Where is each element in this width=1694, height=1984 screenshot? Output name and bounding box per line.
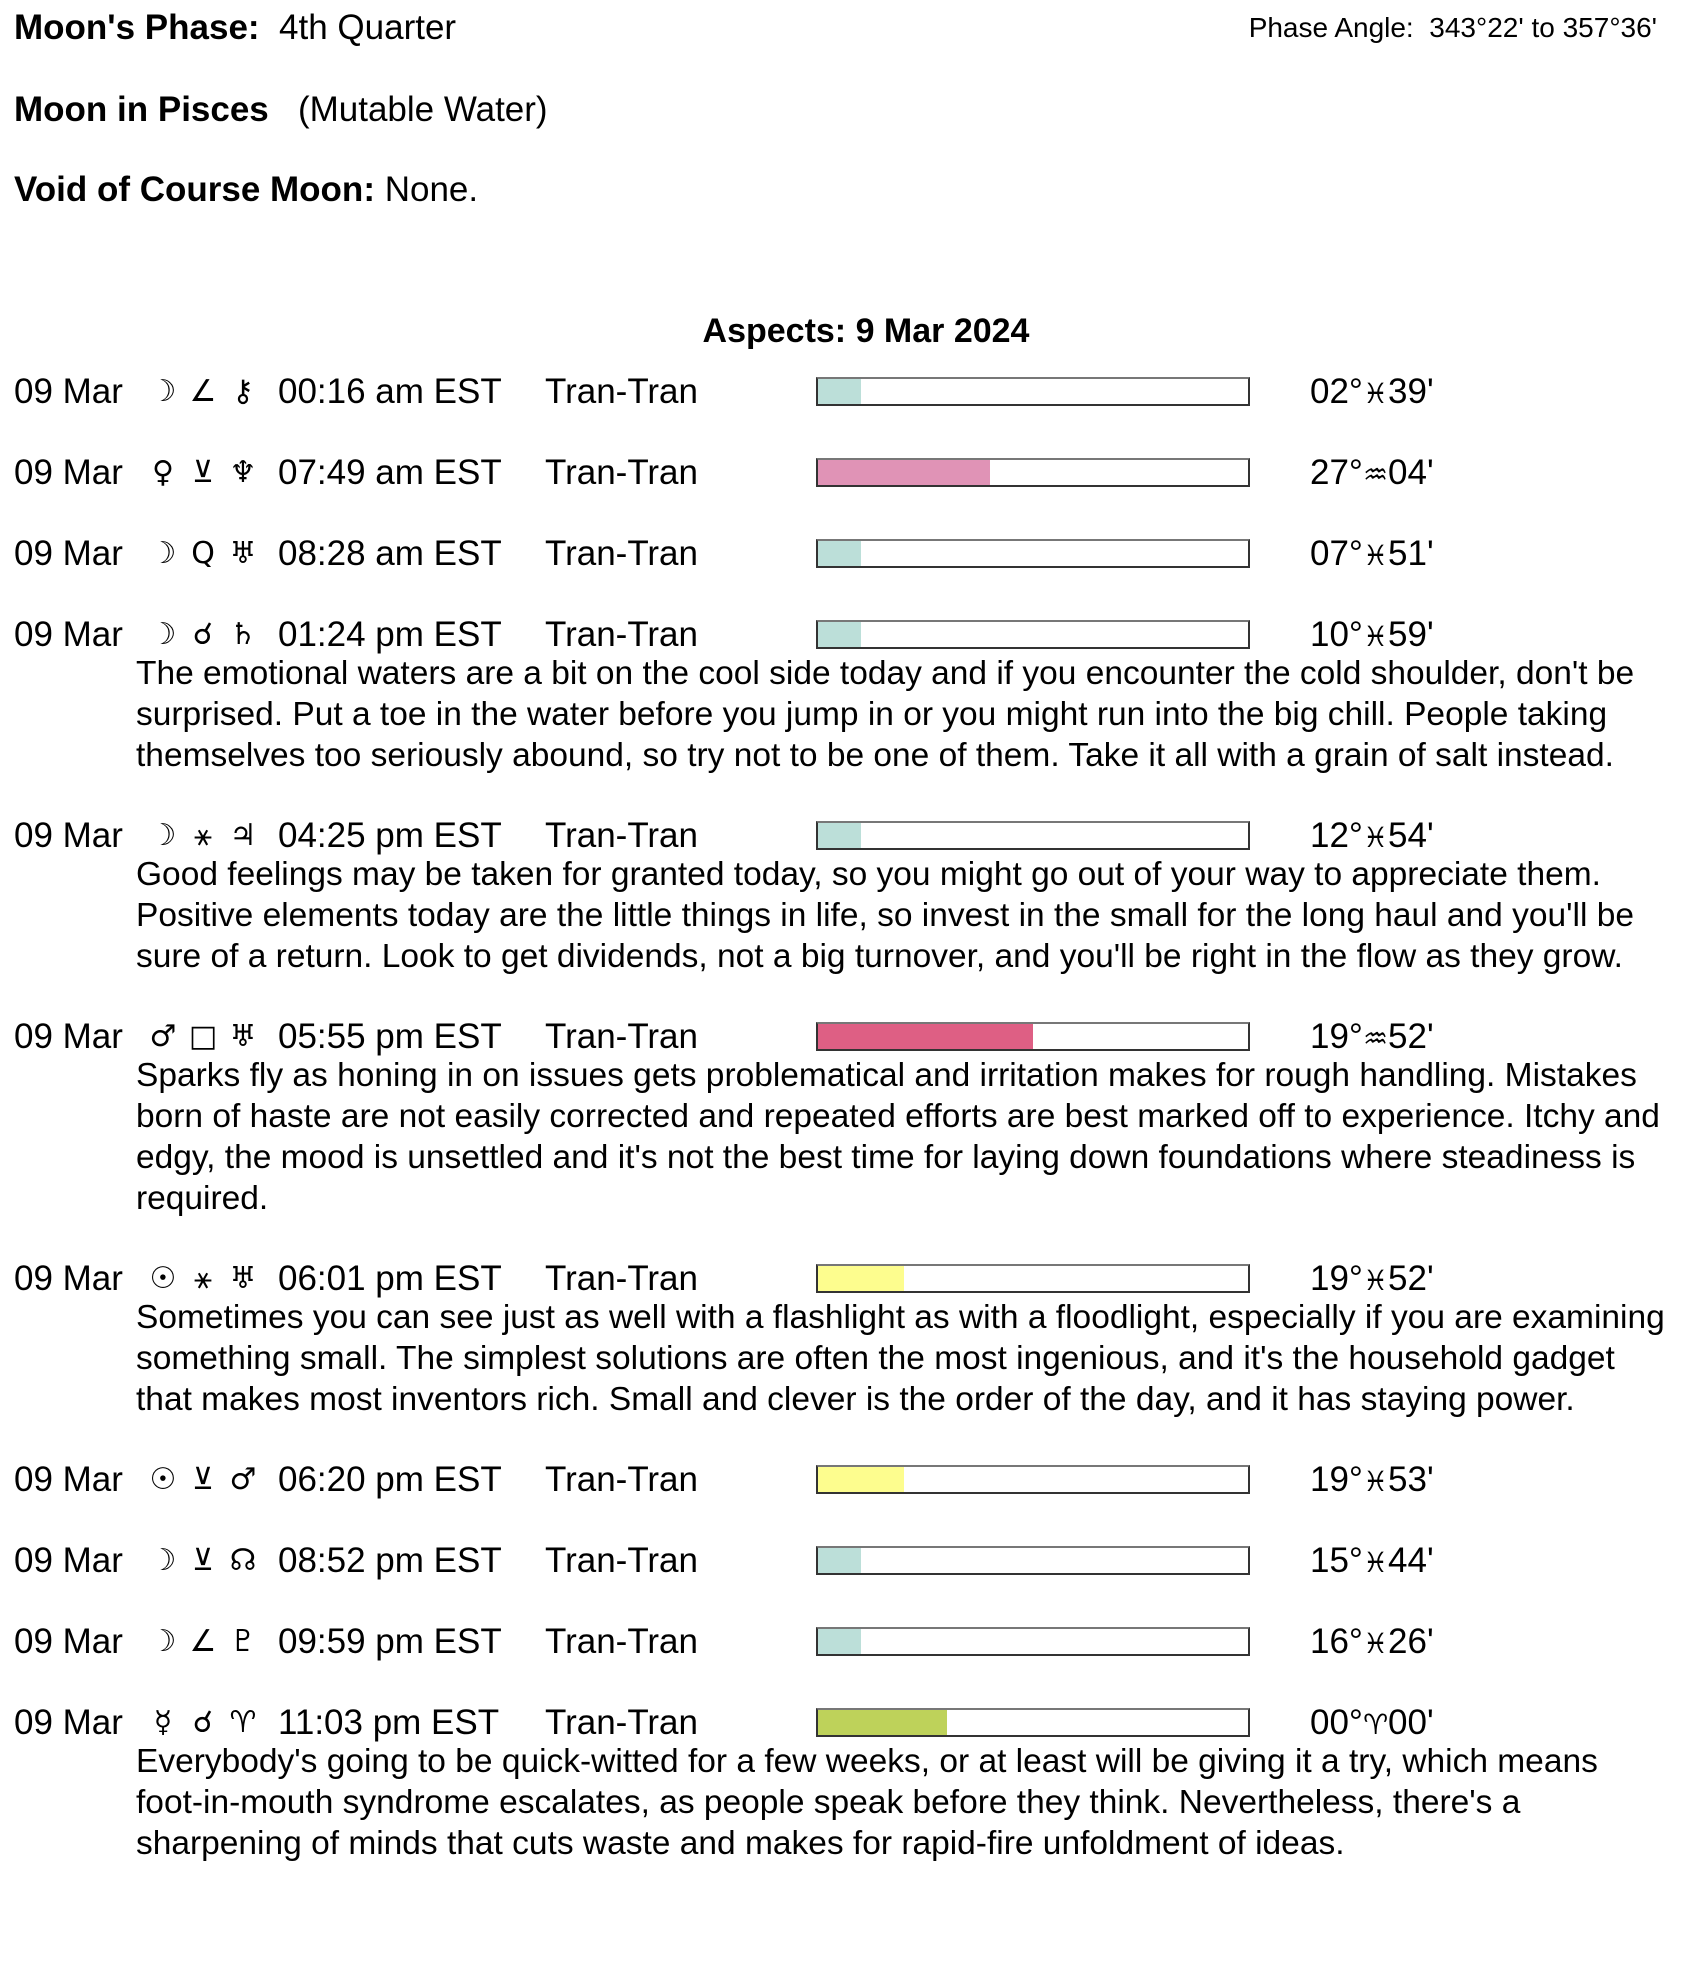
strength-bar [816,458,1250,487]
jupiter-icon: ♃ [229,818,257,853]
position-degrees: 19° [1310,1259,1363,1298]
aspect-glyphs [143,368,265,416]
strength-bar-fill [818,1710,947,1735]
position-minutes: 44' [1388,1541,1434,1580]
aspect-list [0,368,1694,1900]
moon-sign [14,90,548,130]
uranus-icon: ♅ [229,536,257,571]
aspect-position [1310,1255,1434,1305]
position-degrees: 02° [1310,372,1363,411]
aspect-description: Sparks fly as honing in on issues gets problematical and irritation makes for rough handling. Mistakes born of haste are not easily corrected and repeated efforts are best marked off to experience. Itchy and edgy, the mood is unsettled and it's not the best time for laying down foundations where steadiness is required. [136,1057,1660,1217]
aspects-title: Aspects: 9 Mar 2024 [702,312,1030,350]
pluto-icon: ♇ [229,1624,257,1659]
aspect-time: 04:25 pm EST [278,816,502,855]
aspect-entry [0,368,1694,449]
aspect-row [0,1699,1694,1747]
strength-bar [816,1546,1250,1575]
aspect-kind: Tran-Tran [545,615,698,654]
aspect-position [1310,1013,1434,1063]
aspect-entry [0,1699,1694,1900]
sun-icon: ☉ [149,1261,177,1296]
aspect-glyphs [143,1699,265,1747]
semisextile-icon: ⊻ [192,1543,214,1578]
conjunction-icon: ☌ [192,1705,214,1740]
aspect-time: 01:24 pm EST [278,615,502,654]
pisces-icon: ♓ [1362,377,1389,410]
void-of-course-label: Void of Course Moon: [14,170,375,209]
moon-sign-label: Moon in Pisces [14,90,269,129]
sextile-icon: ⚹ [194,1261,212,1296]
moon-icon: ☽ [149,536,177,571]
spacer [0,497,1694,530]
pisces-icon: ♓ [1362,821,1389,854]
aspect-row [0,1618,1694,1666]
aspect-kind: Tran-Tran [545,372,698,411]
moon-icon: ☽ [149,1543,177,1578]
aspect-entry [0,812,1694,1013]
strength-bar [816,1708,1250,1737]
aspect-position [1310,449,1434,499]
conjunction-icon: ☌ [192,617,214,652]
strength-bar [816,620,1250,649]
aspect-time: 00:16 am EST [278,372,502,411]
aspect-time: 08:52 pm EST [278,1541,502,1580]
void-of-course-value: None. [384,170,479,209]
aspect-entry [0,611,1694,812]
aspect-time: 07:49 am EST [278,453,502,492]
aspect-row [0,1013,1694,1061]
aspect-kind: Tran-Tran [545,816,698,855]
semisquare-icon: ∠ [189,1624,217,1659]
aspect-date: 09 Mar [14,372,123,411]
uranus-icon: ♅ [229,1019,257,1054]
phase-angle [1249,12,1657,44]
spacer [0,1420,1694,1456]
strength-bar [816,1022,1250,1051]
aspect-row [0,1456,1694,1504]
aspect-date: 09 Mar [14,1460,123,1499]
aspect-row [0,530,1694,578]
moon-sign-detail: (Mutable Water) [297,90,548,129]
pisces-icon: ♓ [1362,1465,1389,1498]
aspect-position [1310,1456,1434,1506]
position-degrees: 15° [1310,1541,1363,1580]
pisces-icon: ♓ [1362,1546,1389,1579]
void-of-course [14,170,478,210]
moon-phase-value: 4th Quarter [279,8,457,47]
sun-icon: ☉ [149,1462,177,1497]
aspect-kind: Tran-Tran [545,453,698,492]
semisquare-icon: ∠ [189,374,217,409]
position-minutes: 54' [1388,816,1434,855]
spacer [0,1864,1694,1900]
aspect-date: 09 Mar [14,1703,123,1742]
position-degrees: 10° [1310,615,1363,654]
semisextile-icon: ⊻ [192,455,214,490]
aspect-kind: Tran-Tran [545,534,698,573]
moon-icon: ☽ [149,617,177,652]
moon-phase-label: Moon's Phase: [14,8,260,47]
position-degrees: 19° [1310,1460,1363,1499]
spacer [0,776,1694,812]
position-minutes: 51' [1388,534,1434,573]
aspect-date: 09 Mar [14,1259,123,1298]
aspect-kind: Tran-Tran [545,1622,698,1661]
mars-icon: ♂ [229,1462,257,1497]
aspect-glyphs [143,812,265,860]
aspect-row [0,1255,1694,1303]
strength-bar [816,1264,1250,1293]
aspect-time: 09:59 pm EST [278,1622,502,1661]
aspect-position [1310,812,1434,862]
aspect-row [0,1537,1694,1585]
spacer [0,1504,1694,1537]
aries-icon: ♈ [229,1705,257,1740]
position-degrees: 16° [1310,1622,1363,1661]
spacer [0,578,1694,611]
semisextile-icon: ⊻ [192,1462,214,1497]
pisces-icon: ♓ [1362,1627,1389,1660]
position-degrees: 12° [1310,816,1363,855]
aspect-row [0,368,1694,416]
aspect-date: 09 Mar [14,1017,123,1056]
aries-icon: ♈ [1362,1708,1389,1741]
aspect-entry [0,1255,1694,1456]
aspect-row [0,611,1694,659]
aspect-entry [0,449,1694,530]
aspect-glyphs [143,449,265,497]
position-degrees: 07° [1310,534,1363,573]
strength-bar [816,377,1250,406]
strength-bar-fill [818,823,861,848]
aspect-entry [0,1456,1694,1537]
neptune-icon: ♆ [229,455,257,490]
aspect-kind: Tran-Tran [545,1541,698,1580]
aspect-row [0,812,1694,860]
aquarius-icon: ♒ [1362,1022,1389,1055]
aspect-description: Good feelings may be taken for granted today, so you might go out of your way to appreciate them. Positive elements today are the little things in life, so invest in the small for the long haul and you'll be sure of a return. Look to get dividends, not a big turnover, and you'll be right in the flow as they grow. [136,856,1634,975]
aspect-description: The emotional waters are a bit on the cool side today and if you encounter the cold shoulder, don't be surprised. Put a toe in the water before you jump in or you might run into the big chill. People taking themselves too seriously abound, so try not to be one of them. Take it all with a grain of salt instead. [136,655,1635,774]
aspect-date: 09 Mar [14,534,123,573]
aspect-position [1310,1618,1434,1668]
venus-icon: ♀ [152,455,174,490]
strength-bar-fill [818,622,861,647]
position-minutes: 26' [1388,1622,1434,1661]
position-minutes: 59' [1388,615,1434,654]
strength-bar-fill [818,379,861,404]
strength-bar-fill [818,1629,861,1654]
strength-bar-fill [818,460,990,485]
aspect-time: 08:28 am EST [278,534,502,573]
phase-angle-label: Phase Angle: [1248,12,1414,43]
aspect-position [1310,530,1434,580]
moon-icon: ☽ [149,818,177,853]
spacer [0,977,1694,1013]
mars-icon: ♂ [149,1019,177,1054]
position-minutes: 04' [1388,453,1434,492]
aspect-position [1310,368,1434,418]
aspect-glyphs [143,1537,265,1585]
strength-bar [816,539,1250,568]
aspect-position [1310,1699,1434,1749]
strength-bar-fill [818,1548,861,1573]
aspect-description: Sometimes you can see just as well with a flashlight as with a floodlight, especially if you are examining something small. The simplest solutions are often the most ingenious, and it's the household gadget that makes most inventors rich. Small and clever is the order of the day, and it has staying power. [136,1299,1665,1418]
aspect-glyphs [143,1255,265,1303]
aspect-time: 05:55 pm EST [278,1017,502,1056]
aspect-entry [0,530,1694,611]
aspect-row [0,449,1694,497]
spacer [0,1585,1694,1618]
strength-bar [816,1465,1250,1494]
aspect-position [1310,611,1434,661]
aspect-entry [0,1537,1694,1618]
quintile-icon: Q [191,536,215,571]
spacer [0,416,1694,449]
position-minutes: 52' [1388,1259,1434,1298]
aspect-kind: Tran-Tran [545,1460,698,1499]
aspect-kind: Tran-Tran [545,1017,698,1056]
position-degrees: 27° [1310,453,1363,492]
moon-icon: ☽ [149,1624,177,1659]
north-node-icon: ☊ [229,1543,257,1578]
aspect-entry [0,1013,1694,1255]
aspect-entry [0,1618,1694,1699]
strength-bar [816,821,1250,850]
chiron-icon: ⚷ [232,374,254,409]
spacer [0,1219,1694,1255]
strength-bar [816,1627,1250,1656]
phase-angle-value: 343°22' to 357°36' [1429,12,1657,43]
aspect-glyphs [143,1618,265,1666]
spacer [0,1666,1694,1699]
position-minutes: 39' [1388,372,1434,411]
pisces-icon: ♓ [1362,620,1389,653]
aspect-date: 09 Mar [14,453,123,492]
pisces-icon: ♓ [1362,539,1389,572]
strength-bar-fill [818,541,861,566]
aspect-date: 09 Mar [14,1622,123,1661]
aspect-glyphs [143,611,265,659]
strength-bar-fill [818,1467,904,1492]
position-minutes: 52' [1388,1017,1434,1056]
position-degrees: 00° [1310,1703,1363,1742]
aspect-kind: Tran-Tran [545,1259,698,1298]
aspect-date: 09 Mar [14,615,123,654]
pisces-icon: ♓ [1362,1264,1389,1297]
aspect-time: 11:03 pm EST [278,1703,500,1742]
moon-icon: ☽ [149,374,177,409]
sextile-icon: ⚹ [194,818,212,853]
strength-bar-fill [818,1024,1033,1049]
position-degrees: 19° [1310,1017,1363,1056]
aquarius-icon: ♒ [1362,458,1389,491]
saturn-icon: ♄ [229,617,257,652]
uranus-icon: ♅ [229,1261,257,1296]
square-icon: □ [188,1019,218,1054]
aspect-date: 09 Mar [14,1541,123,1580]
mercury-icon: ☿ [153,1705,173,1740]
aspect-description: Everybody's going to be quick-witted for a few weeks, or at least will be giving it a try, which means foot-in-mouth syndrome escalates, as people speak before they think. Nevertheless, there's a sharpening of minds that cuts waste and makes for rapid-fire unfoldment of ideas. [136,1743,1598,1862]
strength-bar-fill [818,1266,904,1291]
aspect-position [1310,1537,1434,1587]
moon-phase [14,8,456,48]
aspect-glyphs [143,1013,265,1061]
aspect-time: 06:01 pm EST [278,1259,502,1298]
aspect-time: 06:20 pm EST [278,1460,502,1499]
aspect-glyphs [143,1456,265,1504]
aspect-glyphs [143,530,265,578]
position-minutes: 53' [1388,1460,1434,1499]
aspect-kind: Tran-Tran [545,1703,698,1742]
position-minutes: 00' [1388,1703,1434,1742]
aspect-date: 09 Mar [14,816,123,855]
